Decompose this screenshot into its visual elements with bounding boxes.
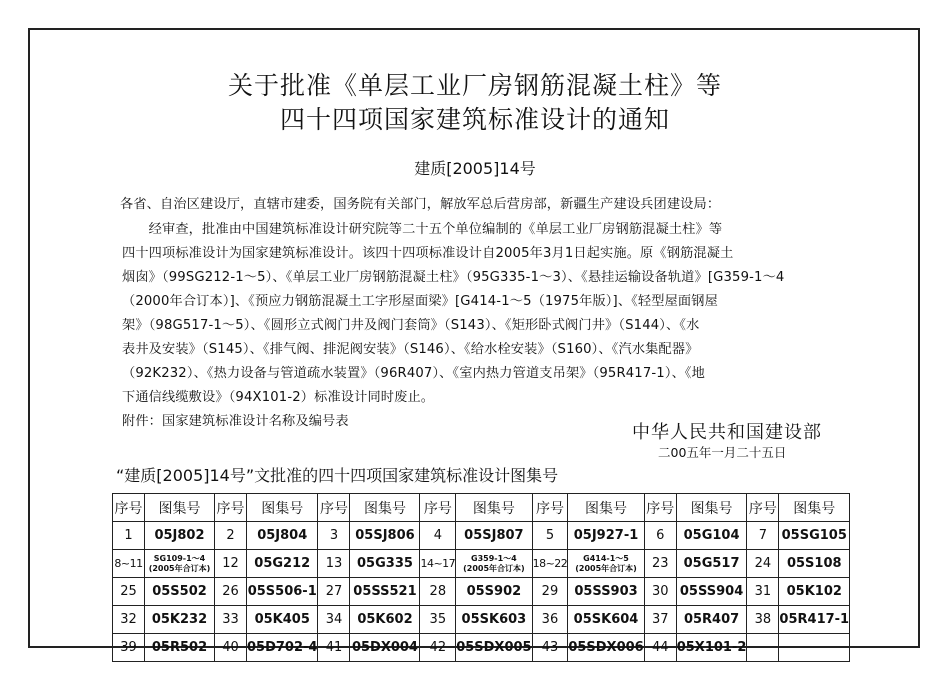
serial-cell: 32: [113, 606, 145, 634]
atlas-number-cell: G414-1～5 (2005年合订本): [568, 550, 644, 578]
header-serial: 序号: [420, 494, 456, 522]
issue-date: 二00五年一月二十五日: [658, 445, 787, 460]
header-atlas-number: 图集号: [145, 494, 215, 522]
serial-cell: 27: [318, 578, 350, 606]
serial-cell: 13: [318, 550, 350, 578]
serial-cell: 30: [644, 578, 676, 606]
header-atlas-number: 图集号: [568, 494, 644, 522]
serial-cell: 33: [215, 606, 247, 634]
atlas-number-cell: 05S506-1: [247, 578, 318, 606]
atlas-number-cell: 05J927-1: [568, 522, 644, 550]
table-caption: “建质[2005]14号”文批准的四十四项国家建筑标准设计图集号: [116, 466, 559, 485]
atlas-number-cell: 05J802: [145, 522, 215, 550]
atlas-number-cell: 05G517: [676, 550, 747, 578]
atlas-number-cell: 05SJ806: [350, 522, 420, 550]
serial-cell: 35: [420, 606, 456, 634]
atlas-number-cell: 05G104: [676, 522, 747, 550]
body-line: 经审查，批准由中国建筑标准设计研究院等二十五个单位编制的《单层工业厂房钢筋混凝土柱》等: [122, 222, 723, 237]
atlas-number-cell: 05R407: [676, 606, 747, 634]
atlas-number-cell: 05SG105: [779, 522, 850, 550]
document-number: 建质[2005]14号: [414, 159, 536, 178]
header-atlas-number: 图集号: [456, 494, 532, 522]
body-line: 下通信线缆敷设》（94X101-2）标准设计同时废止。: [122, 390, 435, 405]
body-line: 架》（98G517-1～5）、《圆形立式阀门井及阀门套筒》（S143）、《矩形卧式阀门井》（S144）、《水: [122, 318, 700, 333]
atlas-number-cell: 05SS521: [350, 578, 420, 606]
serial-cell: 2: [215, 522, 247, 550]
atlas-number-cell: 05SK604: [568, 606, 644, 634]
serial-cell: 1: [113, 522, 145, 550]
attachment-line: 附件：国家建筑标准设计名称及编号表: [122, 414, 349, 429]
serial-cell: 25: [113, 578, 145, 606]
serial-cell: 23: [644, 550, 676, 578]
header-atlas-number: 图集号: [676, 494, 747, 522]
serial-cell: 38: [747, 606, 779, 634]
serial-cell: 41: [318, 634, 350, 662]
serial-cell: 37: [644, 606, 676, 634]
atlas-number-cell: 05SDX006: [568, 634, 644, 662]
serial-cell: 7: [747, 522, 779, 550]
body-line: 各省、自治区建设厅，直辖市建委，国务院有关部门，解放军总后营房部，新疆生产建设兵团建设局：: [120, 197, 721, 212]
notice-title-line-1: 关于批准《单层工业厂房钢筋混凝土柱》等: [227, 71, 722, 100]
serial-cell: 12: [215, 550, 247, 578]
header-serial: 序号: [644, 494, 676, 522]
serial-cell: 40: [215, 634, 247, 662]
table-row: [113, 550, 850, 578]
table-row: [113, 578, 850, 606]
atlas-number-cell: G359-1～4 (2005年合订本): [456, 550, 532, 578]
notice-title-line-2: 四十四项国家建筑标准设计的通知: [279, 105, 670, 134]
serial-cell: 26: [215, 578, 247, 606]
header-atlas-number: 图集号: [247, 494, 318, 522]
body-line: （2000年合订本）]、《预应力钢筋混凝土工字形屋面梁》[G414-1～5（1975年版）]、《轻型屋面钢屋: [122, 294, 718, 309]
issuer-name: 中华人民共和国建设部: [632, 422, 822, 443]
serial-cell: 5: [532, 522, 568, 550]
atlas-number-cell: 05J804: [247, 522, 318, 550]
atlas-number-cell: 05SDX005: [456, 634, 532, 662]
atlas-number-cell: [779, 634, 850, 662]
atlas-number-cell: 05SS903: [568, 578, 644, 606]
header-serial: 序号: [747, 494, 779, 522]
atlas-number-cell: 05SK603: [456, 606, 532, 634]
serial-cell: 39: [113, 634, 145, 662]
atlas-number-cell: 05S108: [779, 550, 850, 578]
serial-cell: 42: [420, 634, 456, 662]
atlas-number-cell: 05K232: [145, 606, 215, 634]
atlas-number-cell: 05SS904: [676, 578, 747, 606]
serial-cell: [747, 634, 779, 662]
table-row: [113, 522, 850, 550]
body-line: 表井及安装》（S145）、《排气阀、排泥阀安装》（S146）、《给水栓安装》（S160）、《汽水集配器》: [122, 342, 699, 357]
atlas-number-cell: SG109-1～4 (2005年合订本): [145, 550, 215, 578]
atlas-number-cell: 05R417-1: [779, 606, 850, 634]
serial-cell: 24: [747, 550, 779, 578]
atlas-number-cell: 05R502: [145, 634, 215, 662]
serial-cell: 31: [747, 578, 779, 606]
table-header-row: [113, 494, 850, 522]
header-serial: 序号: [113, 494, 145, 522]
body-line: 烟囱》（99SG212-1～5）、《单层工业厂房钢筋混凝土柱》（95G335-1～3）、《悬挂运输设备轨道》[G359-1～4: [122, 270, 785, 285]
serial-cell: 3: [318, 522, 350, 550]
header-atlas-number: 图集号: [779, 494, 850, 522]
atlas-number-cell: 05DX004: [350, 634, 420, 662]
header-serial: 序号: [215, 494, 247, 522]
serial-cell: 36: [532, 606, 568, 634]
table-row: [113, 634, 850, 662]
atlas-number-table: [112, 493, 850, 662]
serial-cell: 28: [420, 578, 456, 606]
serial-cell: 14~17: [420, 550, 456, 578]
header-serial: 序号: [532, 494, 568, 522]
atlas-number-cell: 05K102: [779, 578, 850, 606]
serial-cell: 6: [644, 522, 676, 550]
atlas-number-cell: 05G212: [247, 550, 318, 578]
table-row: [113, 606, 850, 634]
serial-cell: 44: [644, 634, 676, 662]
atlas-number-cell: 05S902: [456, 578, 532, 606]
body-line: （92K232）、《热力设备与管道疏水装置》（96R407）、《室内热力管道支吊架》（95R417-1）、《地: [122, 366, 705, 381]
serial-cell: 43: [532, 634, 568, 662]
atlas-number-cell: 05S502: [145, 578, 215, 606]
atlas-number-cell: 05D702-4: [247, 634, 318, 662]
atlas-number-cell: 05K602: [350, 606, 420, 634]
atlas-number-cell: 05X101-2: [676, 634, 747, 662]
serial-cell: 29: [532, 578, 568, 606]
header-serial: 序号: [318, 494, 350, 522]
serial-cell: 8~11: [113, 550, 145, 578]
atlas-number-cell: 05SJ807: [456, 522, 532, 550]
serial-cell: 18~22: [532, 550, 568, 578]
serial-cell: 34: [318, 606, 350, 634]
serial-cell: 4: [420, 522, 456, 550]
atlas-number-cell: 05K405: [247, 606, 318, 634]
body-line: 四十四项标准设计为国家建筑标准设计。该四十四项标准设计自2005年3月1日起实施。原《钢筋混凝土: [122, 246, 734, 261]
atlas-number-cell: 05G335: [350, 550, 420, 578]
header-atlas-number: 图集号: [350, 494, 420, 522]
